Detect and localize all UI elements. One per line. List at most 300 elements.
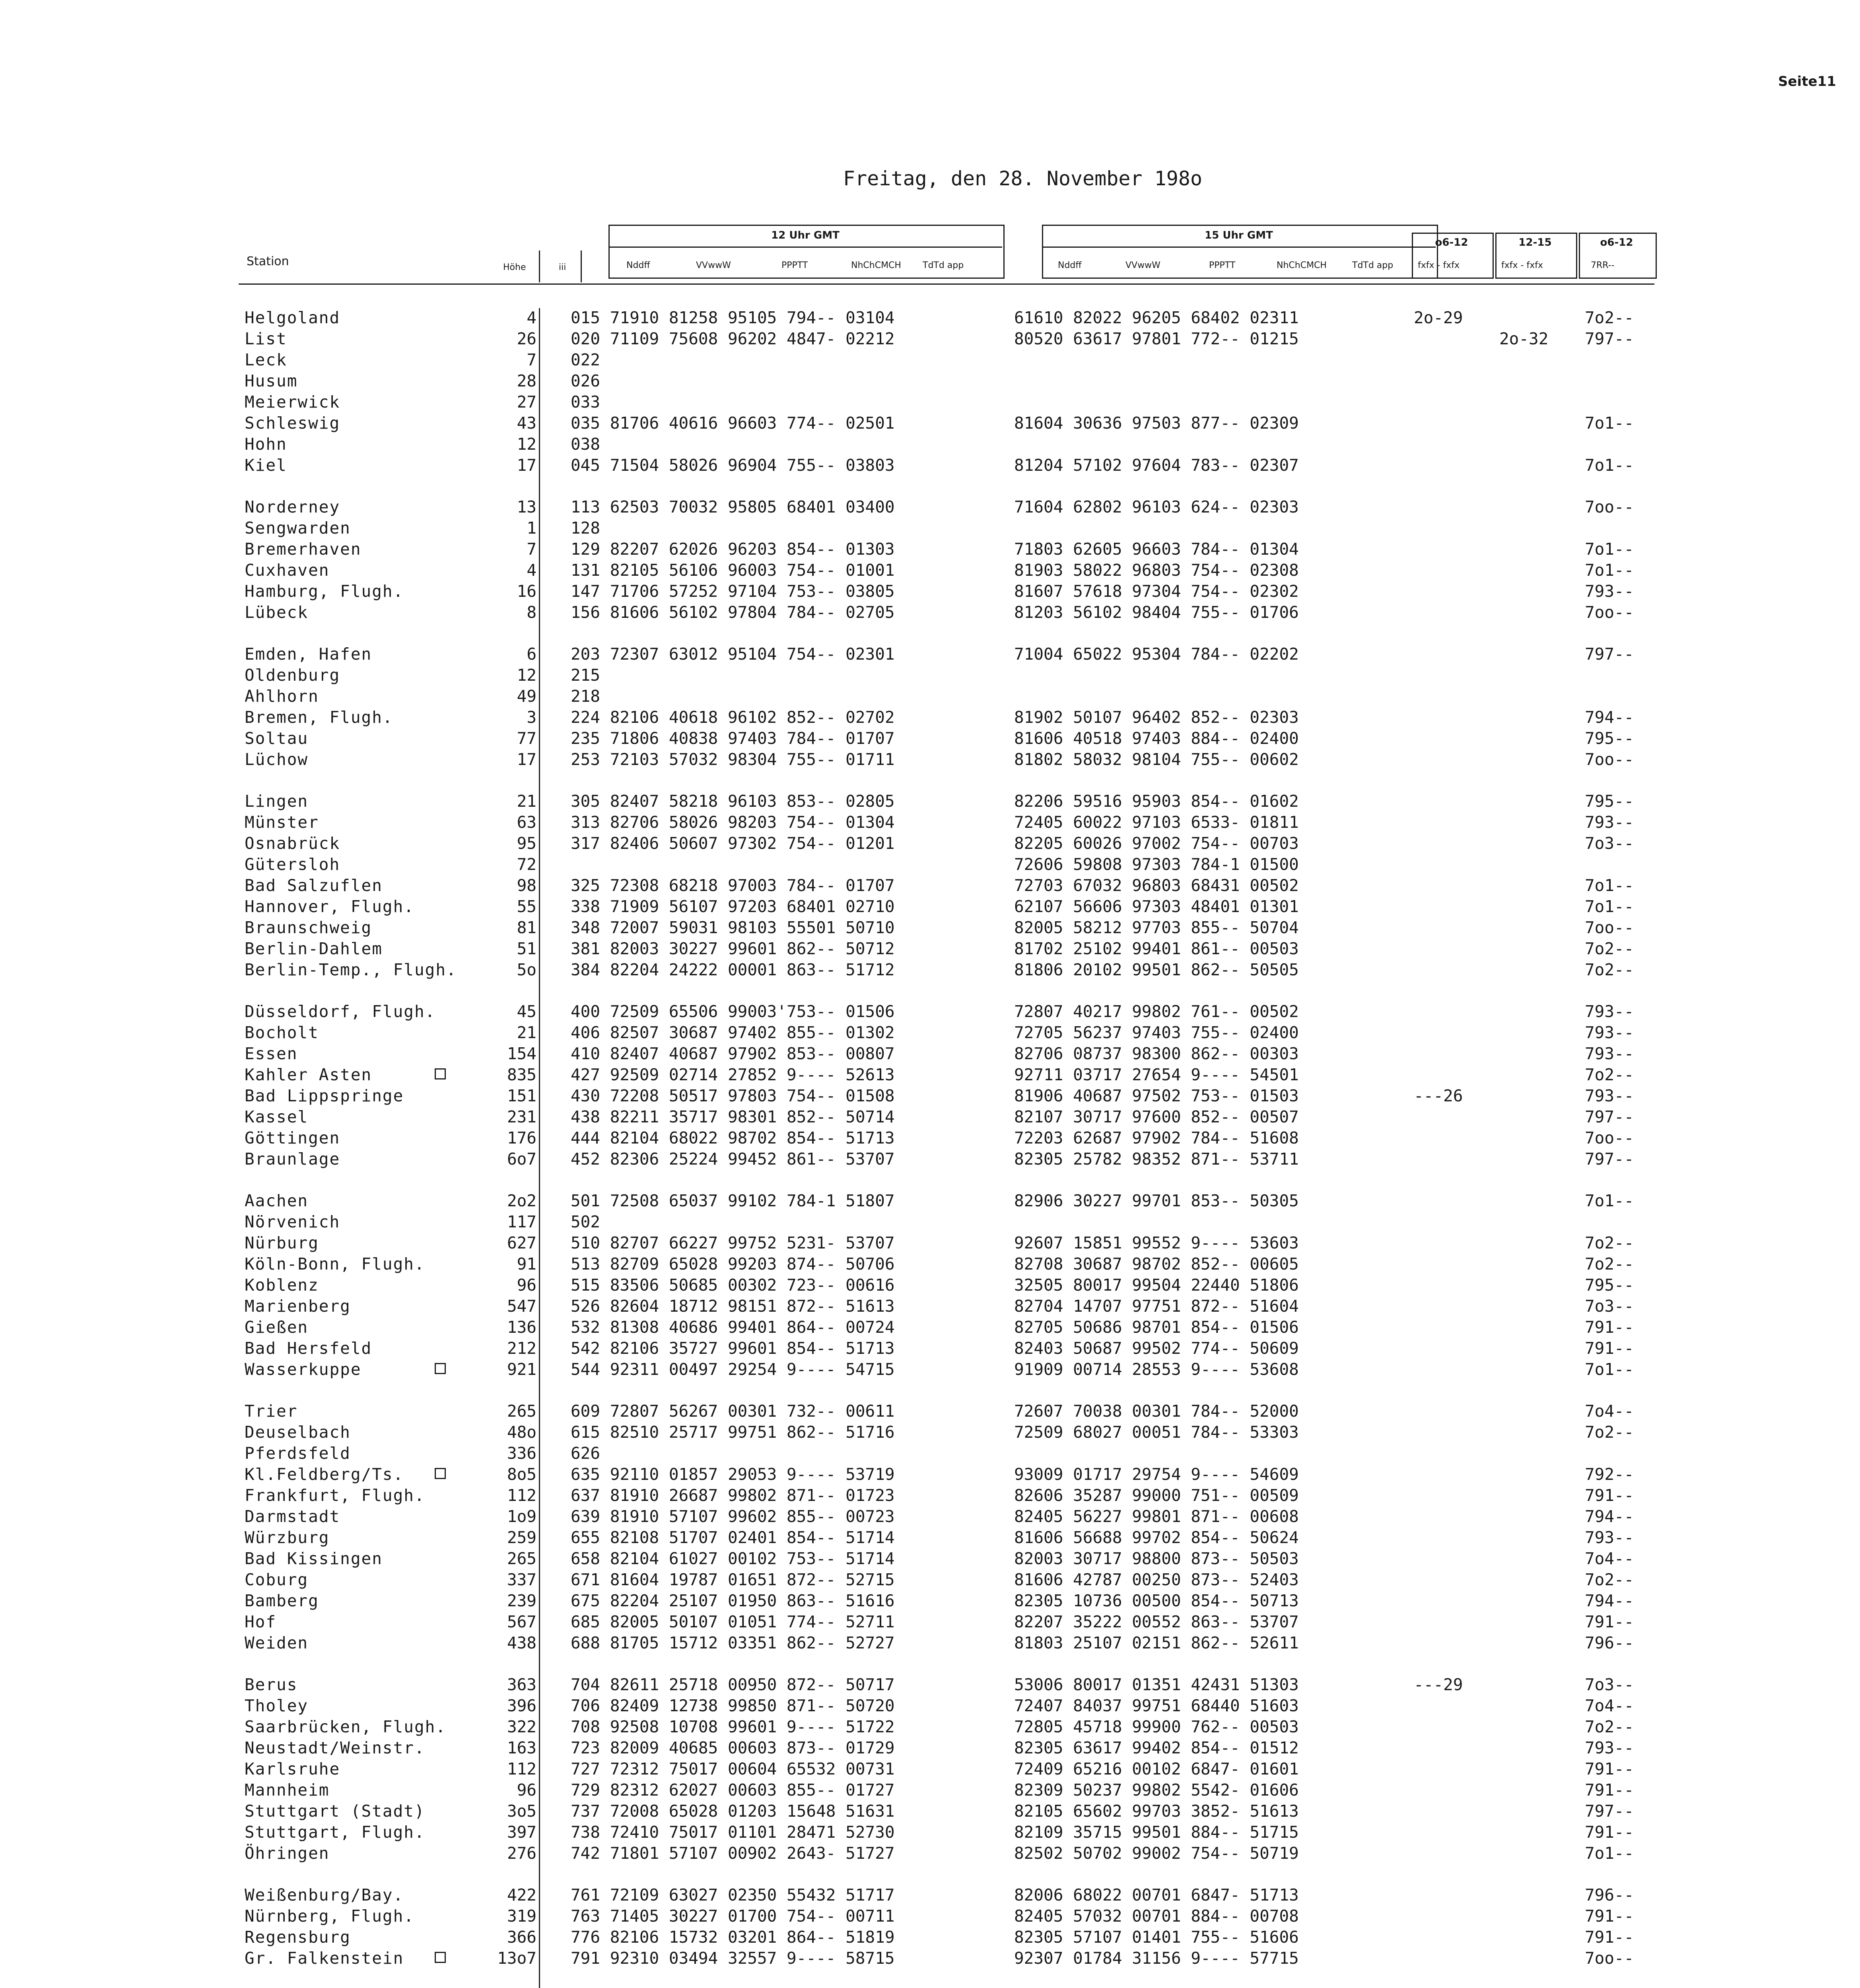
header-rule-hoehe: [539, 250, 540, 282]
summary-c: 7oo--: [1585, 1128, 1634, 1147]
summary-c: 791--: [1585, 1780, 1634, 1800]
station-group: [0, 1402, 1860, 1654]
summary-c: 7o4--: [1585, 1402, 1634, 1421]
obs-12-utc: 338 71909 56107 97203 68401 02710: [571, 897, 895, 916]
obs-12-utc: 400 72509 65506 99003'753-- 01506: [571, 1002, 895, 1021]
header-sub12-4: NhChCMCH: [851, 260, 901, 270]
station-name: Wasserkuppe: [245, 1360, 362, 1379]
obs-12-utc: 325 72308 68218 97003 784-- 01707: [571, 876, 895, 895]
station-name: List: [245, 329, 287, 348]
table-row: [0, 1949, 1860, 1970]
station-elevation: 6: [527, 645, 536, 664]
obs-12-utc: 131 82105 56106 96003 754-- 01001: [571, 561, 895, 580]
summary-c: 7o1--: [1585, 876, 1634, 895]
table-row: [0, 666, 1860, 687]
summary-c: 791--: [1585, 1339, 1634, 1358]
table-row: [0, 1402, 1860, 1423]
station-group: [0, 1191, 1860, 1381]
header-bottom-rule: [239, 283, 1654, 285]
obs-15-utc: 82906 30227 99701 853-- 50305: [1014, 1191, 1299, 1210]
table-row: [0, 729, 1860, 750]
station-name: Bad Salzuflen: [245, 876, 383, 895]
obs-15-utc: 82107 30717 97600 852-- 00507: [1014, 1107, 1299, 1126]
station-elevation: 13: [517, 497, 536, 516]
header-sub12-3: PPPTT: [781, 260, 808, 270]
obs-12-utc: 763 71405 30227 01700 754-- 00711: [571, 1906, 895, 1926]
station-elevation: 835: [507, 1065, 536, 1084]
obs-12-utc: 637 81910 26687 99802 871-- 01723: [571, 1486, 895, 1505]
obs-15-utc: 82109 35715 99501 884-- 51715: [1014, 1823, 1299, 1842]
obs-12-utc: 501 72508 65037 99102 784-1 51807: [571, 1191, 895, 1210]
table-row: [0, 1570, 1860, 1591]
station-name: Bad Lippspringe: [245, 1086, 404, 1105]
obs-12-utc: 609 72807 56267 00301 732-- 00611: [571, 1402, 895, 1421]
table-row: [0, 1696, 1860, 1717]
station-name: Neustadt/Weinstr.: [245, 1738, 425, 1757]
table-row: [0, 1191, 1860, 1212]
station-elevation: 3o5: [507, 1802, 536, 1821]
station-name: Bremen, Flugh.: [245, 708, 393, 727]
table-row: [0, 582, 1860, 603]
table-row: [0, 1507, 1860, 1528]
obs-15-utc: 72509 68027 00051 784-- 53303: [1014, 1423, 1299, 1442]
station-elevation: 12: [517, 666, 536, 685]
station-name: Kahler Asten: [245, 1065, 372, 1084]
station-elevation: 176: [507, 1128, 536, 1147]
obs-15-utc: 81906 40687 97502 753-- 01503: [1014, 1086, 1299, 1105]
obs-12-utc: 253 72103 57032 98304 755-- 01711: [571, 750, 895, 769]
station-name: Nörvenich: [245, 1212, 340, 1231]
table-header: [239, 221, 1654, 300]
obs-12-utc: 384 82204 24222 00001 863-- 51712: [571, 960, 895, 979]
obs-15-utc: 82309 50237 99802 5542- 01606: [1014, 1780, 1299, 1800]
station-name: Essen: [245, 1044, 298, 1063]
table-row: [0, 1276, 1860, 1297]
obs-12-utc: 026: [571, 371, 601, 390]
obs-12-utc: 704 82611 25718 00950 872-- 50717: [571, 1675, 895, 1694]
square-icon: [435, 1068, 446, 1079]
table-row: [0, 308, 1860, 329]
table-row: [0, 414, 1860, 435]
station-name: Bremerhaven: [245, 540, 362, 559]
obs-15-utc: 72607 70038 00301 784-- 52000: [1014, 1402, 1299, 1421]
station-elevation: 5o: [517, 960, 536, 979]
summary-c: 7o1--: [1585, 414, 1634, 433]
station-name: Cuxhaven: [245, 561, 330, 580]
station-name: Stuttgart (Stadt): [245, 1802, 425, 1821]
station-elevation: 8: [527, 603, 536, 622]
station-elevation: 28: [517, 371, 536, 390]
summary-c: 795--: [1585, 729, 1634, 748]
table-row: [0, 960, 1860, 981]
obs-12-utc: 317 82406 50607 97302 754-- 01201: [571, 834, 895, 853]
obs-15-utc: 82305 25782 98352 871-- 53711: [1014, 1149, 1299, 1169]
table-row: [0, 1023, 1860, 1044]
station-name: Würzburg: [245, 1528, 330, 1547]
station-elevation: 96: [517, 1780, 536, 1800]
station-name: Helgoland: [245, 308, 340, 327]
station-elevation: 7: [527, 350, 536, 369]
station-elevation: 81: [517, 918, 536, 937]
obs-12-utc: 532 81308 40686 99401 864-- 00724: [571, 1318, 895, 1337]
obs-12-utc: 639 81910 57107 99602 855-- 00723: [571, 1507, 895, 1526]
obs-12-utc: 738 72410 75017 01101 28471 52730: [571, 1823, 895, 1842]
station-elevation: 1: [527, 518, 536, 538]
table-row: [0, 1360, 1860, 1381]
summary-c: 7oo--: [1585, 1949, 1634, 1968]
table-row: [0, 1738, 1860, 1759]
table-row: [0, 1759, 1860, 1780]
obs-12-utc: 688 81705 15712 03351 862-- 52727: [571, 1633, 895, 1652]
table-row: [0, 497, 1860, 518]
table-row: [0, 876, 1860, 897]
obs-15-utc: 72705 56237 97403 755-- 02400: [1014, 1023, 1299, 1042]
station-name: Aachen: [245, 1191, 309, 1210]
obs-12-utc: 742 71801 57107 00902 2643- 51727: [571, 1844, 895, 1863]
summary-c: 797--: [1585, 1802, 1634, 1821]
obs-15-utc: 81903 58022 96803 754-- 02308: [1014, 561, 1299, 580]
table-row: [0, 1002, 1860, 1023]
table-row: [0, 1149, 1860, 1171]
obs-12-utc: 218: [571, 687, 601, 706]
station-name: Trier: [245, 1402, 298, 1421]
header-rule-iii: [581, 250, 582, 282]
summary-c: 7o1--: [1585, 1191, 1634, 1210]
obs-15-utc: 92607 15851 99552 9---- 53603: [1014, 1233, 1299, 1252]
obs-12-utc: 626: [571, 1444, 601, 1463]
obs-15-utc: 72203 62687 97902 784-- 51608: [1014, 1128, 1299, 1147]
station-elevation: 337: [507, 1570, 536, 1589]
header-sub15-1: Nddff: [1058, 260, 1082, 270]
table-row: [0, 518, 1860, 540]
summary-c: 7o1--: [1585, 1844, 1634, 1863]
station-name: Göttingen: [245, 1128, 340, 1147]
obs-15-utc: 92307 01784 31156 9---- 57715: [1014, 1949, 1299, 1968]
station-table: [0, 308, 1860, 1988]
table-row: [0, 897, 1860, 918]
header-sub12-5: TdTd app: [923, 260, 964, 270]
obs-12-utc: 313 82706 58026 98203 754-- 01304: [571, 813, 895, 832]
summary-c: 7o1--: [1585, 540, 1634, 559]
station-elevation: 63: [517, 813, 536, 832]
station-name: Oldenburg: [245, 666, 340, 685]
obs-12-utc: 147 71706 57252 97104 753-- 03805: [571, 582, 895, 601]
obs-12-utc: 156 81606 56102 97804 784-- 02705: [571, 603, 895, 622]
obs-12-utc: 526 82604 18712 98151 872-- 51613: [571, 1297, 895, 1316]
station-name: Kassel: [245, 1107, 309, 1126]
obs-15-utc: 82502 50702 99002 754-- 50719: [1014, 1844, 1299, 1863]
station-elevation: 547: [507, 1297, 536, 1316]
obs-12-utc: 729 82312 62027 00603 855-- 01727: [571, 1780, 895, 1800]
station-group: [0, 1885, 1860, 1970]
table-row: [0, 1107, 1860, 1128]
station-name: Frankfurt, Flugh.: [245, 1486, 425, 1505]
table-row: [0, 1339, 1860, 1360]
summary-c: 7o2--: [1585, 1423, 1634, 1442]
obs-12-utc: 045 71504 58026 96904 755-- 03803: [571, 456, 895, 475]
station-elevation: 26: [517, 329, 536, 348]
summary-c: 791--: [1585, 1928, 1634, 1947]
obs-15-utc: 82405 56227 99801 871-- 00608: [1014, 1507, 1299, 1526]
table-row: [0, 1802, 1860, 1823]
station-elevation: 422: [507, 1885, 536, 1905]
summary-c: 7o1--: [1585, 1360, 1634, 1379]
obs-12-utc: 513 82709 65028 99203 874-- 50706: [571, 1254, 895, 1274]
obs-12-utc: 035 81706 40616 96603 774-- 02501: [571, 414, 895, 433]
table-row: [0, 1844, 1860, 1865]
station-elevation: 112: [507, 1486, 536, 1505]
station-elevation: 627: [507, 1233, 536, 1252]
table-row: [0, 1549, 1860, 1570]
summary-c: 791--: [1585, 1906, 1634, 1926]
obs-15-utc: 71604 62802 96103 624-- 02303: [1014, 497, 1299, 516]
summary-c: 797--: [1585, 645, 1634, 664]
station-elevation: 4: [527, 561, 536, 580]
summary-c: 7oo--: [1585, 497, 1634, 516]
station-elevation: 13o7: [497, 1949, 536, 1968]
summary-c: 797--: [1585, 329, 1634, 348]
table-row: [0, 1065, 1860, 1086]
obs-12-utc: 406 82507 30687 97402 855-- 01302: [571, 1023, 895, 1042]
obs-12-utc: 685 82005 50107 01051 774-- 52711: [571, 1612, 895, 1631]
station-elevation: 397: [507, 1823, 536, 1842]
station-elevation: 98: [517, 876, 536, 895]
station-name: Weiden: [245, 1633, 309, 1652]
obs-12-utc: 671 81604 19787 01651 872-- 52715: [571, 1570, 895, 1589]
header-span-b: 12-15: [1518, 237, 1552, 248]
station-elevation: 17: [517, 750, 536, 769]
station-elevation: 27: [517, 392, 536, 412]
obs-15-utc: 81606 40518 97403 884-- 02400: [1014, 729, 1299, 748]
summary-c: 7o2--: [1585, 939, 1634, 958]
obs-12-utc: 129 82207 62026 96203 854-- 01303: [571, 540, 895, 559]
station-name: Kl.Feldberg/Ts.: [245, 1465, 404, 1484]
station-name: Lingen: [245, 792, 309, 811]
table-row: [0, 1444, 1860, 1465]
square-icon: [435, 1468, 446, 1479]
summary-c: 7o2--: [1585, 1254, 1634, 1274]
summary-c: 796--: [1585, 1633, 1634, 1652]
header-group-15-divider: [1042, 247, 1436, 248]
station-elevation: 17: [517, 456, 536, 475]
station-name: Saarbrücken, Flugh.: [245, 1717, 446, 1736]
station-name: Sengwarden: [245, 518, 351, 538]
station-name: Gütersloh: [245, 855, 340, 874]
obs-12-utc: 706 82409 12738 99850 871-- 50720: [571, 1696, 895, 1715]
obs-12-utc: 737 72008 65028 01203 15648 51631: [571, 1802, 895, 1821]
station-elevation: 8o5: [507, 1465, 536, 1484]
obs-12-utc: 215: [571, 666, 601, 685]
summary-c: 7o1--: [1585, 561, 1634, 580]
station-name: Berlin-Dahlem: [245, 939, 383, 958]
obs-15-utc: 82705 50686 98701 854-- 01506: [1014, 1318, 1299, 1337]
obs-15-utc: 81204 57102 97604 783-- 02307: [1014, 456, 1299, 475]
obs-12-utc: 761 72109 63027 02350 55432 51717: [571, 1885, 895, 1905]
station-name: Lübeck: [245, 603, 309, 622]
header-hoehe: Höhe: [503, 262, 526, 272]
summary-c: 7o3--: [1585, 834, 1634, 853]
summary-c: 793--: [1585, 1738, 1634, 1757]
station-name: Hannover, Flugh.: [245, 897, 414, 916]
table-row: [0, 1086, 1860, 1107]
station-elevation: 55: [517, 897, 536, 916]
station-name: Nürburg: [245, 1233, 319, 1252]
summary-c: 793--: [1585, 1023, 1634, 1042]
station-name: Köln-Bonn, Flugh.: [245, 1254, 425, 1274]
summary-c: 793--: [1585, 1002, 1634, 1021]
obs-15-utc: 82606 35287 99000 751-- 00509: [1014, 1486, 1299, 1505]
station-elevation: 43: [517, 414, 536, 433]
obs-12-utc: 635 92110 01857 29053 9---- 53719: [571, 1465, 895, 1484]
station-elevation: 48o: [507, 1423, 536, 1442]
obs-12-utc: 510 82707 66227 99752 5231- 53707: [571, 1233, 895, 1252]
station-name: Pferdsfeld: [245, 1444, 351, 1463]
square-icon: [435, 1363, 446, 1374]
station-name: Regensburg: [245, 1928, 351, 1947]
obs-12-utc: 015 71910 81258 95105 794-- 03104: [571, 308, 895, 327]
obs-12-utc: 791 92310 03494 32557 9---- 58715: [571, 1949, 895, 1968]
summary-c: 793--: [1585, 1528, 1634, 1547]
obs-15-utc: 81806 20102 99501 862-- 50505: [1014, 960, 1299, 979]
table-row: [0, 603, 1860, 624]
obs-15-utc: 82305 10736 00500 854-- 50713: [1014, 1591, 1299, 1610]
station-elevation: 3: [527, 708, 536, 727]
obs-12-utc: 430 72208 50517 97803 754-- 01508: [571, 1086, 895, 1105]
summary-c: 795--: [1585, 1276, 1634, 1295]
obs-15-utc: 72606 59808 97303 784-1 01500: [1014, 855, 1299, 874]
date-heading: Freitag, den 28. November 198o: [843, 167, 1203, 190]
summary-c: 7o2--: [1585, 1717, 1634, 1736]
summary-c: 793--: [1585, 1044, 1634, 1063]
station-name: Düsseldorf, Flugh.: [245, 1002, 436, 1021]
summary-c: 7o2--: [1585, 1570, 1634, 1589]
station-group: [0, 1002, 1860, 1171]
obs-15-utc: 80520 63617 97801 772-- 01215: [1014, 329, 1299, 348]
summary-c: 7o3--: [1585, 1297, 1634, 1316]
station-name: Ahlhorn: [245, 687, 319, 706]
obs-15-utc: 81203 56102 98404 755-- 01706: [1014, 603, 1299, 622]
station-elevation: 265: [507, 1402, 536, 1421]
obs-12-utc: 427 92509 02714 27852 9---- 52613: [571, 1065, 895, 1084]
summary-c: 7o2--: [1585, 960, 1634, 979]
obs-15-utc: 72407 84037 99751 68440 51603: [1014, 1696, 1299, 1715]
table-row: [0, 1233, 1860, 1254]
table-row: [0, 435, 1860, 456]
station-name: Coburg: [245, 1570, 309, 1589]
station-name: Bad Kissingen: [245, 1549, 383, 1568]
summary-a: ---29: [1414, 1675, 1463, 1694]
table-row: [0, 1885, 1860, 1906]
obs-12-utc: 038: [571, 435, 601, 454]
obs-12-utc: 020 71109 75608 96202 4847- 02212: [571, 329, 895, 348]
summary-c: 795--: [1585, 792, 1634, 811]
station-elevation: 77: [517, 729, 536, 748]
station-name: Mannheim: [245, 1780, 330, 1800]
obs-15-utc: 81606 42787 00250 873-- 52403: [1014, 1570, 1299, 1589]
station-name: Norderney: [245, 497, 340, 516]
header-sub15-4: NhChCMCH: [1277, 260, 1327, 270]
station-elevation: 319: [507, 1906, 536, 1926]
obs-15-utc: 82704 14707 97751 872-- 51604: [1014, 1297, 1299, 1316]
table-row: [0, 1780, 1860, 1802]
summary-c: 7o2--: [1585, 1233, 1634, 1252]
station-name: Münster: [245, 813, 319, 832]
summary-a: ---26: [1414, 1086, 1463, 1105]
station-name: Braunlage: [245, 1149, 340, 1169]
obs-15-utc: 81802 58032 98104 755-- 00602: [1014, 750, 1299, 769]
obs-15-utc: 82005 58212 97703 855-- 50704: [1014, 918, 1299, 937]
table-row: [0, 708, 1860, 729]
table-row: [0, 350, 1860, 371]
obs-12-utc: 727 72312 75017 00604 65532 00731: [571, 1759, 895, 1778]
station-name: Soltau: [245, 729, 309, 748]
summary-c: 794--: [1585, 1507, 1634, 1526]
table-row: [0, 1591, 1860, 1612]
obs-12-utc: 410 82407 40687 97902 853-- 00807: [571, 1044, 895, 1063]
obs-15-utc: 81604 30636 97503 877-- 02309: [1014, 414, 1299, 433]
obs-12-utc: 235 71806 40838 97403 784-- 01707: [571, 729, 895, 748]
station-name: Koblenz: [245, 1276, 319, 1295]
header-sub12-2: VVwwW: [696, 260, 731, 270]
header-span-c: o6-12: [1600, 237, 1633, 248]
station-name: Bamberg: [245, 1591, 319, 1610]
station-name: Emden, Hafen: [245, 645, 372, 664]
obs-15-utc: 82006 68022 00701 6847- 51713: [1014, 1885, 1299, 1905]
table-row: [0, 1717, 1860, 1738]
header-group-15: 15 Uhr GMT: [1205, 229, 1273, 241]
obs-15-utc: 82003 30717 98800 873-- 50503: [1014, 1549, 1299, 1568]
obs-15-utc: 82205 60026 97002 754-- 00703: [1014, 834, 1299, 853]
station-name: Hohn: [245, 435, 287, 454]
obs-12-utc: 203 72307 63012 95104 754-- 02301: [571, 645, 895, 664]
header-sub-c: 7RR--: [1591, 260, 1615, 270]
station-group: [0, 308, 1860, 477]
table-row: [0, 813, 1860, 834]
station-name: Marienberg: [245, 1297, 351, 1316]
obs-15-utc: 61610 82022 96205 68402 02311: [1014, 308, 1299, 327]
station-elevation: 163: [507, 1738, 536, 1757]
summary-c: 7o1--: [1585, 897, 1634, 916]
table-row: [0, 1044, 1860, 1065]
obs-15-utc: 82206 59516 95903 854-- 01602: [1014, 792, 1299, 811]
header-sub-b: fxfx - fxfx: [1501, 260, 1543, 270]
summary-c: 793--: [1585, 813, 1634, 832]
station-elevation: 49: [517, 687, 536, 706]
station-name: Leck: [245, 350, 287, 369]
obs-12-utc: 381 82003 30227 99601 862-- 50712: [571, 939, 895, 958]
station-name: Meierwick: [245, 392, 340, 412]
obs-12-utc: 615 82510 25717 99751 862-- 51716: [571, 1423, 895, 1442]
station-elevation: 396: [507, 1696, 536, 1715]
station-elevation: 438: [507, 1633, 536, 1652]
station-name: Öhringen: [245, 1844, 330, 1863]
station-group: [0, 645, 1860, 771]
station-name: Karlsruhe: [245, 1759, 340, 1778]
station-name: Berlin-Temp., Flugh.: [245, 960, 457, 979]
summary-b: 2o-32: [1499, 329, 1549, 348]
summary-c: 793--: [1585, 1086, 1634, 1105]
station-name: Berus: [245, 1675, 298, 1694]
square-icon: [435, 1952, 446, 1963]
table-row: [0, 329, 1860, 350]
summary-c: 791--: [1585, 1612, 1634, 1631]
station-elevation: 16: [517, 582, 536, 601]
station-group: [0, 792, 1860, 981]
station-name: Weißenburg/Bay.: [245, 1885, 404, 1905]
station-elevation: 2o2: [507, 1191, 536, 1210]
header-group-12: 12 Uhr GMT: [771, 229, 840, 241]
obs-15-utc: 62107 56606 97303 48401 01301: [1014, 897, 1299, 916]
